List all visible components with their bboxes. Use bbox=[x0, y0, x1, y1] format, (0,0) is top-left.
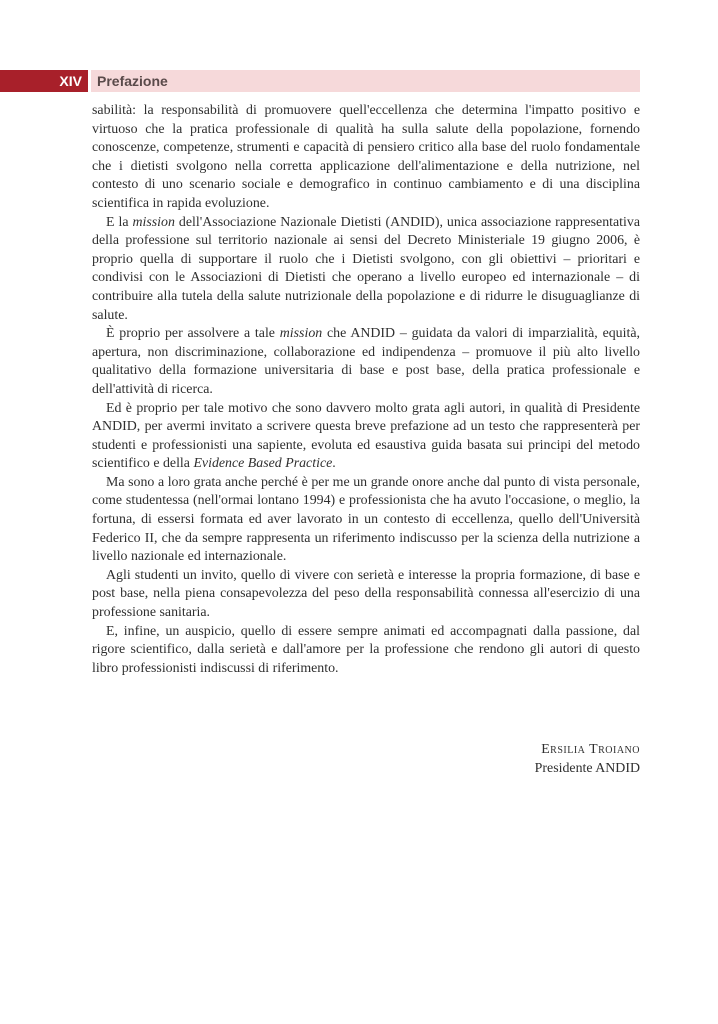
running-header bbox=[0, 70, 640, 92]
paragraph-4 bbox=[92, 400, 640, 474]
italic-term: mission bbox=[279, 326, 323, 342]
text-run: E, infine, un auspicio, quello di essere sempre animati ed accompagnati dalla passione, dal rigore scientifico, dalla serietà e dall'amore per la professione che rendono gli autori di questo libro professionisti indiscussi di riferimento. bbox=[92, 623, 640, 676]
paragraph-2 bbox=[92, 214, 640, 326]
paragraph-7 bbox=[92, 623, 640, 679]
text-run: . bbox=[332, 456, 336, 472]
section-title: Prefazione bbox=[91, 70, 640, 92]
paragraph-5 bbox=[92, 474, 640, 567]
italic-term: mission bbox=[132, 214, 175, 230]
text-run: E la bbox=[106, 214, 133, 230]
signature-block bbox=[92, 740, 640, 778]
text-run: dell'Associazione Nazionale Dietisti (ANDID), unica associazione rappresentativa della professione sul territorio nazionale ai sensi del Decreto Ministeriale 19 giugno 2006, è proprio quella di supportare il ruolo che i Dietisti svolgono, con gli obiettivi – prioritari e condivisi con le Associazioni di Dietisti che operano a livello europeo ed internazionale – di contribuire alla tutela della salute nutrizionale della popolazione e di ridurre le disuguaglianze di salute. bbox=[92, 214, 640, 323]
paragraph-1 bbox=[92, 102, 640, 214]
paragraph-3 bbox=[92, 325, 640, 399]
text-run: Agli studenti un invito, quello di vivere con serietà e interesse la propria formazione, di base e post base, nella piena consapevolezza del peso della responsabilità connessa all'esercizio di una professione sanitaria. bbox=[92, 567, 640, 621]
body-text bbox=[92, 102, 640, 678]
page-number: XIV bbox=[0, 70, 88, 92]
paragraph-6 bbox=[92, 567, 640, 623]
signature-name: Ersilia Troiano bbox=[541, 742, 640, 757]
text-run: Ed è proprio per tale motivo che sono davvero molto grata agli autori, in qualità di Presidente ANDID, per avermi invitato a scrivere questa breve prefazione ad un testo che rappresenterà per studenti e professionisti una sapiente, evoluta ed esaustiva guida basata sui principi del metodo scientifico e della bbox=[92, 400, 640, 472]
text-run: Ma sono a loro grata anche perché è per me un grande onore anche dal punto di vista personale, come studentessa (nell'ormai lontano 1994) e professionista che ha avuto l'occasione, o meglio, la fortuna, di essersi formata ed aver lavorato in un contesto di eccellenza, quello dell'Università Federico II, che da sempre rappresenta un riferimento indiscusso per la scienza della nutrizione a livello nazionale ed internazionale. bbox=[92, 474, 640, 565]
signature-role: Presidente ANDID bbox=[534, 761, 640, 776]
text-run: È proprio per assolvere a tale bbox=[106, 326, 280, 342]
text-run: che ANDID – guidata da valori di imparzialità, equità, apertura, non discriminazione, collaborazione ed indipendenza – promuove il più alto livello qualitativo della formazione universitaria di base e post base, della pratica professionale e dell'attività di ricerca. bbox=[92, 326, 640, 397]
text-run: sabilità: la responsabilità di promuovere quell'eccellenza che determina l'impatto positivo e virtuoso che la pratica professionale di qualità ha sulla salute della popolazione, fornendo conoscenze, competenze, strumenti e capacità di pensiero critico alla base del ruolo fondamentale che i dietisti svolgono nella corretta applicazione dell'alimentazione e della nutrizione, nel contesto di uno scenario sociale e demografico in continuo cambiamento e di una disciplina scientifica in rapida evoluzione. bbox=[92, 103, 640, 211]
italic-term: Evidence Based Practice bbox=[193, 456, 333, 472]
